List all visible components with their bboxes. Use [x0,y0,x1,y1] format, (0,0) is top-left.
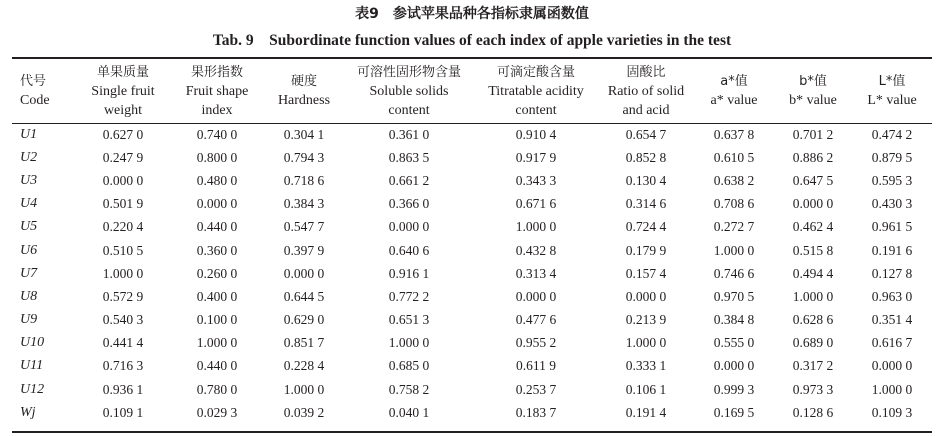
table-cell: 0.671 6 [515,196,557,212]
table-row [12,169,932,192]
column-header [344,59,474,123]
table-cell: 0.800 0 [196,149,238,165]
column-header [170,59,264,123]
column-header-cn: 单果质量 [96,64,149,80]
table-cell: 0.191 6 [871,242,913,258]
table-cell: 0.772 2 [388,288,430,304]
table-title-en: Tab. 9 Subordinate function values of each index of apple varieties in the test [212,32,732,49]
row-code: U2 [20,149,38,165]
table-cell: 0.040 1 [388,404,430,420]
table-cell: 0.343 3 [515,172,557,188]
table-cell: 0.260 0 [196,265,238,281]
column-header-en: Soluble solids [369,83,449,99]
row-code: U10 [20,335,45,351]
table-cell: 0.651 3 [388,312,430,328]
column-header-cn: 可滴定酸含量 [496,64,575,80]
table-cell: 0.758 2 [388,381,430,397]
row-code: U4 [20,196,38,212]
table-cell: 0.100 0 [196,312,238,328]
table-cell: 0.247 9 [102,149,144,165]
table-cell: 1.000 0 [871,381,913,397]
column-header-cn: 固酸比 [626,64,666,80]
membership-function-table [12,59,932,424]
column-header-en: Single fruit [91,83,155,99]
table-cell: 0.640 6 [388,242,430,258]
table-cell: 0.000 0 [625,288,667,304]
table-cell: 0.179 9 [625,242,667,258]
table-cell: 0.000 0 [792,196,834,212]
table-cell: 0.169 5 [713,404,755,420]
table-cell: 0.183 7 [515,404,557,420]
table-cell: 0.317 2 [792,358,834,374]
column-header [598,59,694,123]
table-cell: 1.000 0 [713,242,755,258]
table-cell: 0.494 4 [792,265,834,281]
table-cell: 0.253 7 [515,381,557,397]
table-cell: 0.400 0 [196,288,238,304]
table-row [12,193,932,216]
table-cell: 0.916 1 [388,265,430,281]
table-cell: 0.128 6 [792,404,834,420]
table-cell: 0.440 0 [196,219,238,235]
table-cell: 0.157 4 [625,265,667,281]
column-header-cn: b*值 [799,74,827,89]
table-row [12,332,932,355]
table-cell: 0.441 4 [102,335,144,351]
table-cell: 0.501 9 [102,196,144,212]
table-cell: 0.440 0 [196,358,238,374]
table-cell: 0.220 4 [102,219,144,235]
column-header-cn: L*值 [878,74,906,89]
column-header [76,59,170,123]
table-cell: 0.863 5 [388,149,430,165]
table-cell: 1.000 0 [792,288,834,304]
column-header [474,59,598,123]
table-cell: 0.637 8 [713,126,755,142]
table-cell: 0.973 3 [792,381,834,397]
column-header-en: Fruit shape [185,83,249,99]
table-cell: 0.039 2 [283,404,325,420]
table-body [12,123,932,424]
table-cell: 1.000 0 [515,219,557,235]
column-header-en: content [388,102,430,118]
table-cell: 0.851 7 [283,335,325,351]
table-cell: 0.716 3 [102,358,144,374]
table-cell: 0.627 0 [102,126,144,142]
table-cell: 0.000 0 [283,265,325,281]
table-cell: 0.351 4 [871,312,913,328]
table-cell: 0.510 5 [102,242,144,258]
column-header [852,59,932,123]
table-cell: 0.000 0 [196,196,238,212]
table-cell: 0.314 6 [625,196,667,212]
table-row [12,309,932,332]
table-cell: 0.685 0 [388,358,430,374]
column-header-en: Titratable acidity [488,83,584,99]
table-row [12,216,932,239]
table-cell: 0.910 4 [515,126,557,142]
table-cell: 0.480 0 [196,172,238,188]
table-cell: 0.360 0 [196,242,238,258]
table-cell: 0.540 3 [102,312,144,328]
table-cell: 0.629 0 [283,312,325,328]
row-code: U5 [20,219,38,235]
row-code: U3 [20,172,38,188]
table-cell: 1.000 0 [102,265,144,281]
table-cell: 0.936 1 [102,381,144,397]
table-row [12,262,932,285]
column-header-en: L* value [867,93,917,108]
table-cell: 0.718 6 [283,172,325,188]
table-cell: 0.963 0 [871,288,913,304]
table-cell: 0.724 4 [625,219,667,235]
table-cell: 0.708 6 [713,196,755,212]
column-header-cn: a*值 [720,74,748,89]
column-header-en: Ratio of solid [607,83,685,99]
row-code: U11 [20,358,44,374]
table-row [12,239,932,262]
table-cell: 0.661 2 [388,172,430,188]
row-code: Wj [20,404,36,420]
column-header-cn: 硬度 [290,74,317,89]
table-cell: 0.384 3 [283,196,325,212]
table-cell: 0.109 3 [871,404,913,420]
table-cell: 0.000 0 [713,358,755,374]
table-cell: 0.384 8 [713,312,755,328]
row-code: U12 [20,381,45,397]
row-code: U8 [20,288,38,304]
table-row [12,355,932,378]
table-cell: 0.917 9 [515,149,557,165]
column-header-cn: 果形指数 [190,64,243,80]
table-cell: 0.000 0 [871,358,913,374]
table-row [12,285,932,308]
table-cell: 0.555 0 [713,335,755,351]
table-cell: 0.955 2 [515,335,557,351]
table-cell: 0.647 5 [792,172,834,188]
table-cell: 0.970 5 [713,288,755,304]
table-cell: 0.462 4 [792,219,834,235]
table-cell: 0.000 0 [102,172,144,188]
table-cell: 0.304 1 [283,126,325,142]
table-cell: 0.780 0 [196,381,238,397]
table-title-cn: 表9 参试苹果品种各指标隶属函数值 [355,6,589,22]
table-cell: 0.746 6 [713,265,755,281]
column-header-en: b* value [789,93,837,108]
column-header-cn: 代号 [20,74,47,89]
table-cell: 0.477 6 [515,312,557,328]
column-header [694,59,774,123]
table-cell: 0.644 5 [283,288,325,304]
column-header-en: content [515,102,557,118]
table-cell: 0.361 0 [388,126,430,142]
column-header-en: a* value [710,93,758,108]
table-cell: 0.547 7 [283,219,325,235]
column-header [774,59,852,123]
table-cell: 0.689 0 [792,335,834,351]
table-cell: 0.515 8 [792,242,834,258]
table-cell: 1.000 0 [388,335,430,351]
table-cell: 0.572 9 [102,288,144,304]
row-code: U6 [20,242,38,258]
table-cell: 1.000 0 [283,381,325,397]
table-cell: 0.333 1 [625,358,667,374]
table-cell: 0.366 0 [388,196,430,212]
table-cell: 0.701 2 [792,126,834,142]
table-cell: 0.106 1 [625,381,667,397]
table-cell: 0.654 7 [625,126,667,142]
table-cell: 0.272 7 [713,219,755,235]
bottom-rule [12,431,932,433]
column-header [264,59,344,123]
table-cell: 0.638 2 [713,172,755,188]
column-header-en: index [201,102,233,118]
table-cell: 0.000 0 [515,288,557,304]
table-cell: 0.852 8 [625,149,667,165]
table-cell: 0.740 0 [196,126,238,142]
table-row [12,123,932,146]
table-cell: 0.794 3 [283,149,325,165]
table-cell: 0.961 5 [871,219,913,235]
row-code: U9 [20,312,38,328]
table-cell: 0.611 9 [516,358,556,374]
table-cell: 0.191 4 [625,404,667,420]
column-header [12,59,76,123]
table-cell: 0.999 3 [713,381,755,397]
row-code: U7 [20,265,38,281]
table-cell: 0.109 1 [102,404,144,420]
column-header-en: Hardness [277,93,331,108]
column-header-cn: 可溶性固形物含量 [356,64,461,80]
table-cell: 0.879 5 [871,149,913,165]
header-row [12,59,932,123]
table-row [12,146,932,169]
column-header-en: and acid [622,102,670,118]
table-cell: 0.432 8 [515,242,557,258]
table-cell: 0.616 7 [871,335,913,351]
table-cell: 0.595 3 [871,172,913,188]
table-cell: 0.886 2 [792,149,834,165]
table-cell: 0.430 3 [871,196,913,212]
table-cell: 0.130 4 [625,172,667,188]
table-cell: 0.313 4 [515,265,557,281]
table-row [12,401,932,424]
table-cell: 0.397 9 [283,242,325,258]
table-cell: 0.000 0 [388,219,430,235]
table-cell: 0.029 3 [196,404,238,420]
table-cell: 0.610 5 [713,149,755,165]
table-cell: 1.000 0 [625,335,667,351]
table-cell: 0.127 8 [871,265,913,281]
column-header-en: weight [103,102,143,118]
table-cell: 0.228 4 [283,358,325,374]
table-row [12,378,932,401]
table-cell: 0.213 9 [625,312,667,328]
column-header-en: Code [20,93,50,108]
table-cell: 0.628 6 [792,312,834,328]
table-cell: 1.000 0 [196,335,238,351]
table-cell: 0.474 2 [871,126,913,142]
row-code: U1 [20,126,38,142]
